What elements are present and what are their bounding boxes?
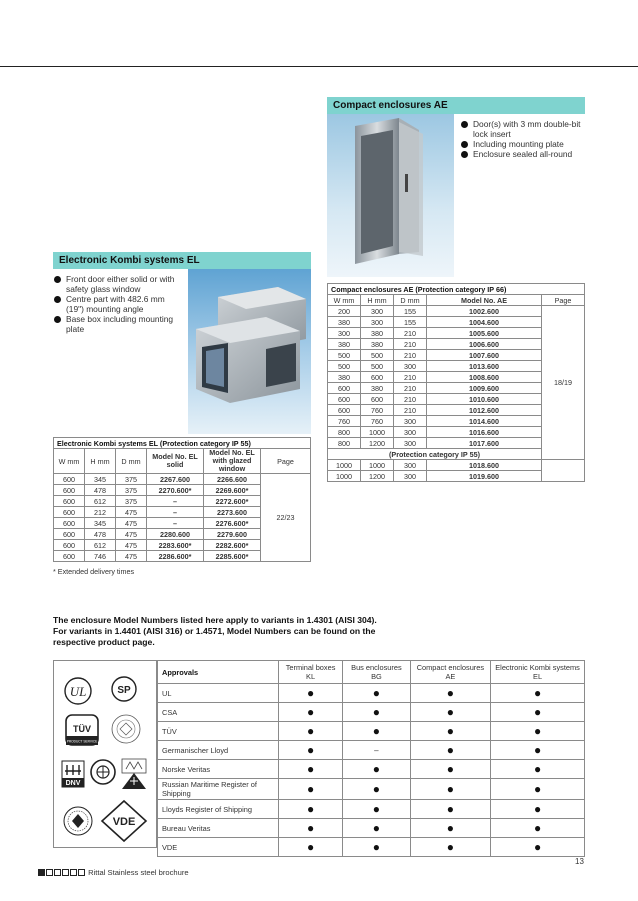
el-page-ref: 22/23 bbox=[261, 474, 311, 562]
table-row: 600 746 475 2286.600* 2285.600* bbox=[54, 551, 311, 562]
ae-col-h: H mm bbox=[361, 295, 394, 306]
ae-product-photo bbox=[327, 114, 454, 277]
table-row: 300 380 210 1005.600 bbox=[328, 328, 585, 339]
ae-page-ref: 18/19 bbox=[542, 306, 585, 460]
table-row: 800 1200 300 1017.600 bbox=[328, 438, 585, 449]
el-col-model-glazed: Model No. EL with glazed window bbox=[204, 449, 261, 474]
vde-logo bbox=[102, 801, 146, 841]
table-row: 200 300 155 1002.600 18/19 bbox=[328, 306, 585, 317]
russian-maritime-register-logo bbox=[91, 760, 115, 784]
ae-model-table bbox=[327, 283, 585, 482]
el-feature-item: Centre part with 482.6 mm (19") mounting angle bbox=[54, 294, 184, 314]
approvals-header: Approvals bbox=[158, 661, 279, 684]
ae-table-caption: Compact enclosures AE (Protection category IP 66) bbox=[328, 284, 585, 295]
el-col-h: H mm bbox=[85, 449, 116, 474]
approvals-table bbox=[157, 660, 585, 857]
table-row: 600 612 475 2283.600* 2282.600* bbox=[54, 540, 311, 551]
approvals-col-ae: Compact enclosures AE bbox=[410, 661, 490, 684]
approvals-col-kl: Terminal boxes KL bbox=[279, 661, 343, 684]
footer-marker-squares bbox=[38, 868, 86, 877]
table-row: 600 478 375 2270.600* 2269.600* bbox=[54, 485, 311, 496]
table-row: 600 345 375 2267.600 2266.600 22/23 bbox=[54, 474, 311, 485]
table-row: Bureau Veritas ● ● ● ● bbox=[158, 819, 585, 838]
el-col-d: D mm bbox=[116, 449, 147, 474]
dnv-logo bbox=[62, 761, 84, 787]
el-footnote: * Extended delivery times bbox=[53, 567, 135, 576]
table-row: UL ● ● ● ● bbox=[158, 684, 585, 703]
el-model-table bbox=[53, 437, 311, 562]
table-row: VDE ● ● ● ● bbox=[158, 838, 585, 857]
top-rule bbox=[0, 66, 638, 67]
table-row: 600 212 475 – 2273.600 bbox=[54, 507, 311, 518]
svg-text:PRODUCT SERVICE: PRODUCT SERVICE bbox=[66, 739, 98, 744]
table-row: 600 600 210 1010.600 bbox=[328, 394, 585, 405]
ae-feature-item: Enclosure sealed all-round bbox=[461, 149, 585, 159]
table-row: TÜV ● ● ● ● bbox=[158, 722, 585, 741]
el-table-caption: Electronic Kombi systems EL (Protection category IP 55) bbox=[54, 438, 311, 449]
table-row: 600 612 375 – 2272.600* bbox=[54, 496, 311, 507]
svg-text:SP: SP bbox=[117, 685, 131, 696]
ae-section-title: Compact enclosures AE bbox=[327, 97, 585, 114]
el-feature-list bbox=[54, 274, 184, 334]
lloyds-register-logo bbox=[122, 759, 146, 789]
el-feature-item: Base box including mounting plate bbox=[54, 314, 184, 334]
table-row: Germanischer Lloyd ● – ● ● bbox=[158, 741, 585, 760]
ae-col-model: Model No. AE bbox=[427, 295, 542, 306]
table-row: 380 600 210 1008.600 bbox=[328, 372, 585, 383]
table-row: 380 300 155 1004.600 bbox=[328, 317, 585, 328]
table-row: Russian Maritime Register of Shipping ● ● ● ● bbox=[158, 779, 585, 800]
el-col-model-solid: Model No. EL solid bbox=[147, 449, 204, 474]
table-row: Norske Veritas ● ● ● ● bbox=[158, 760, 585, 779]
ae-feature-item: Including mounting plate bbox=[461, 139, 585, 149]
ae-col-page: Page bbox=[542, 295, 585, 306]
el-col-page: Page bbox=[261, 449, 311, 474]
ae-feature-item: Door(s) with 3 mm double-bit lock insert bbox=[461, 119, 585, 139]
csa-logo bbox=[112, 677, 136, 701]
approvals-col-el: Electronic Kombi systems EL bbox=[491, 661, 585, 684]
approvals-col-bg: Bus enclosures BG bbox=[343, 661, 411, 684]
table-row: 500 500 210 1007.600 bbox=[328, 350, 585, 361]
table-row: 500 500 300 1013.600 bbox=[328, 361, 585, 372]
ae-col-d: D mm bbox=[394, 295, 427, 306]
model-number-note: The enclosure Model Numbers listed here apply to variants in 1.4301 (AISI 304). For variants in 1.4401 (AISI 316) or 1.4571, Model Numbers can be found on the respective product page. bbox=[53, 615, 377, 647]
table-row: 800 1000 300 1016.600 bbox=[328, 427, 585, 438]
svg-text:TÜV: TÜV bbox=[73, 724, 91, 734]
tuv-logo bbox=[66, 715, 98, 745]
table-row: 600 345 475 – 2276.600* bbox=[54, 518, 311, 529]
table-row: 600 760 210 1012.600 bbox=[328, 405, 585, 416]
table-row: CSA ● ● ● ● bbox=[158, 703, 585, 722]
el-feature-item: Front door either solid or with safety glass window bbox=[54, 274, 184, 294]
ae-col-w: W mm bbox=[328, 295, 361, 306]
page-number: 13 bbox=[575, 857, 584, 866]
el-product-photo bbox=[188, 269, 311, 434]
approvals-logo-panel bbox=[53, 660, 157, 848]
ae-table-subheading: (Protection category IP 55) bbox=[328, 449, 542, 460]
svg-text:UL: UL bbox=[69, 684, 87, 699]
footer-text: Rittal Stainless steel brochure bbox=[88, 868, 189, 877]
ul-logo bbox=[65, 678, 91, 704]
svg-text:DNV: DNV bbox=[65, 780, 81, 787]
table-row: 380 380 210 1006.600 bbox=[328, 339, 585, 350]
germanischer-lloyd-seal bbox=[112, 715, 140, 743]
table-row: 1000 1000 300 1018.600 bbox=[328, 460, 585, 471]
svg-text:VDE: VDE bbox=[112, 816, 136, 828]
el-section-title: Electronic Kombi systems EL bbox=[53, 252, 311, 269]
footer bbox=[38, 868, 189, 877]
el-col-w: W mm bbox=[54, 449, 85, 474]
table-row: 760 760 300 1014.600 bbox=[328, 416, 585, 427]
table-row: 600 380 210 1009.600 bbox=[328, 383, 585, 394]
table-row: 1000 1200 300 1019.600 bbox=[328, 471, 585, 482]
bureau-veritas-logo bbox=[64, 807, 92, 835]
table-row: Lloyds Register of Shipping ● ● ● ● bbox=[158, 800, 585, 819]
ae-feature-list bbox=[461, 119, 585, 159]
table-row: 600 478 475 2280.600 2279.600 bbox=[54, 529, 311, 540]
